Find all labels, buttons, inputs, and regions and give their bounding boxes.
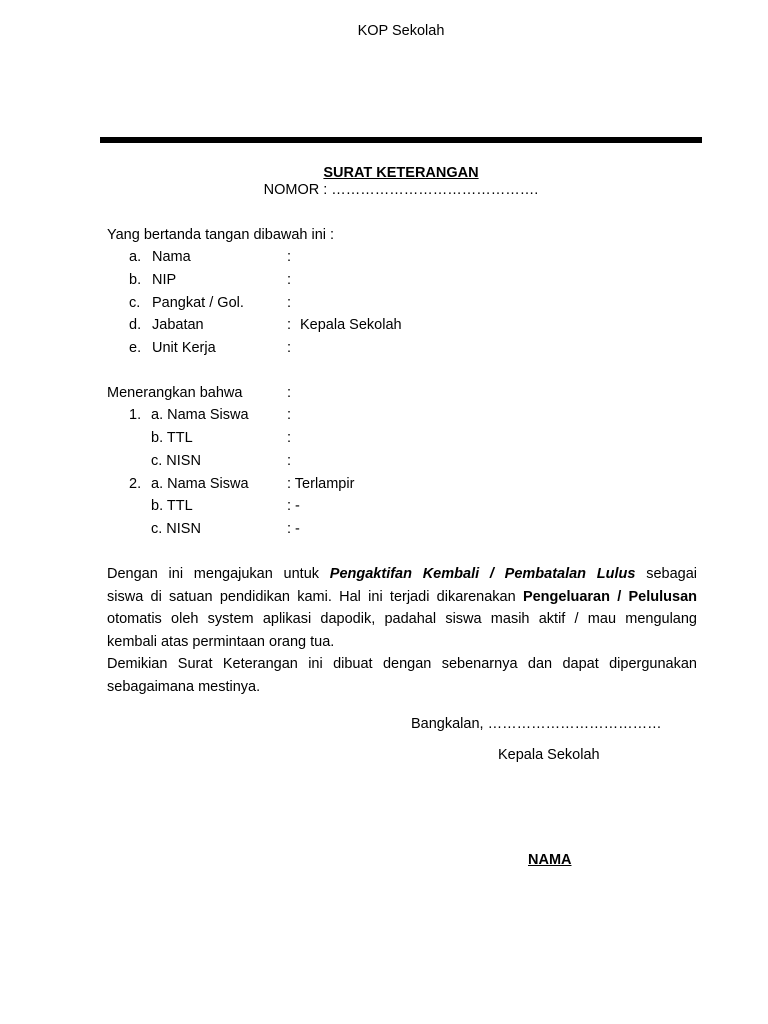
body-bold: Pengeluaran / Pelulusan — [522, 588, 697, 605]
body-line: otomatis oleh system aplikasi dapodik, padahal siswa masih aktif / mau mengulang — [107, 611, 697, 628]
student-separator: : - — [287, 521, 300, 537]
document-title: SURAT KETERANGAN — [323, 165, 479, 181]
signer-marker: d. — [129, 317, 142, 333]
signer-label: Jabatan — [152, 317, 204, 333]
signer-separator: : — [287, 272, 292, 288]
body-line: Demikian Surat Keterangan ini dibuat dengan sebenarnya dan dapat dipergunakan — [107, 656, 697, 673]
student-separator: : — [287, 430, 292, 446]
document-number: NOMOR : ……………………………………. — [263, 182, 539, 198]
student-label: b. TTL — [151, 430, 193, 446]
student-label: b. TTL — [151, 498, 193, 514]
letterhead-divider — [100, 137, 702, 143]
signer-label: Unit Kerja — [152, 340, 216, 356]
student-label: a. Nama Siswa — [151, 407, 249, 423]
signer-role: Kepala Sekolah — [498, 747, 600, 763]
letterhead-placeholder: KOP Sekolah — [357, 23, 445, 39]
body-text: siswa di satuan pendidikan kami. Hal ini terjadi dikarenakan — [107, 588, 523, 605]
student-separator: : - — [287, 498, 300, 514]
body-line — [107, 563, 697, 586]
signer-separator: : — [287, 249, 292, 265]
body-line: kembali atas permintaan orang tua. — [107, 633, 335, 650]
body-line: sebagaimana mestinya. — [107, 678, 261, 695]
signer-separator: : — [287, 295, 292, 311]
student-label: a. Nama Siswa — [151, 476, 249, 492]
student-separator: : — [287, 407, 292, 423]
student-label: c. NISN — [151, 521, 201, 537]
body-text: sebagai — [635, 566, 698, 582]
body-emphasis: Pengaktifan Kembali / Pembatalan Lulus — [329, 566, 636, 582]
signer-marker: b. — [129, 272, 142, 288]
student-number: 1. — [129, 407, 142, 423]
signer-intro: Yang bertanda tangan dibawah ini : — [107, 227, 335, 243]
signer-marker: c. — [129, 295, 141, 311]
body-line — [107, 586, 697, 609]
body-text: Dengan ini mengajukan untuk — [107, 566, 330, 582]
student-separator: : Terlampir — [287, 476, 355, 492]
signer-label: Pangkat / Gol. — [152, 295, 244, 311]
signer-separator: : — [287, 340, 292, 356]
place-date: Bangkalan, ……………………………… — [411, 716, 662, 732]
signer-value: Kepala Sekolah — [300, 317, 402, 333]
student-separator: : — [287, 453, 292, 469]
students-intro-label: Menerangkan bahwa — [107, 385, 243, 401]
signer-separator: : — [287, 317, 292, 333]
body-paragraph-request — [107, 563, 697, 699]
students-intro-separator: : — [287, 385, 292, 401]
signer-label: NIP — [152, 272, 177, 288]
signer-name: NAMA — [528, 852, 572, 868]
signer-marker: e. — [129, 340, 142, 356]
student-number: 2. — [129, 476, 142, 492]
signer-marker: a. — [129, 249, 142, 265]
signer-label: Nama — [152, 249, 191, 265]
student-label: c. NISN — [151, 453, 201, 469]
